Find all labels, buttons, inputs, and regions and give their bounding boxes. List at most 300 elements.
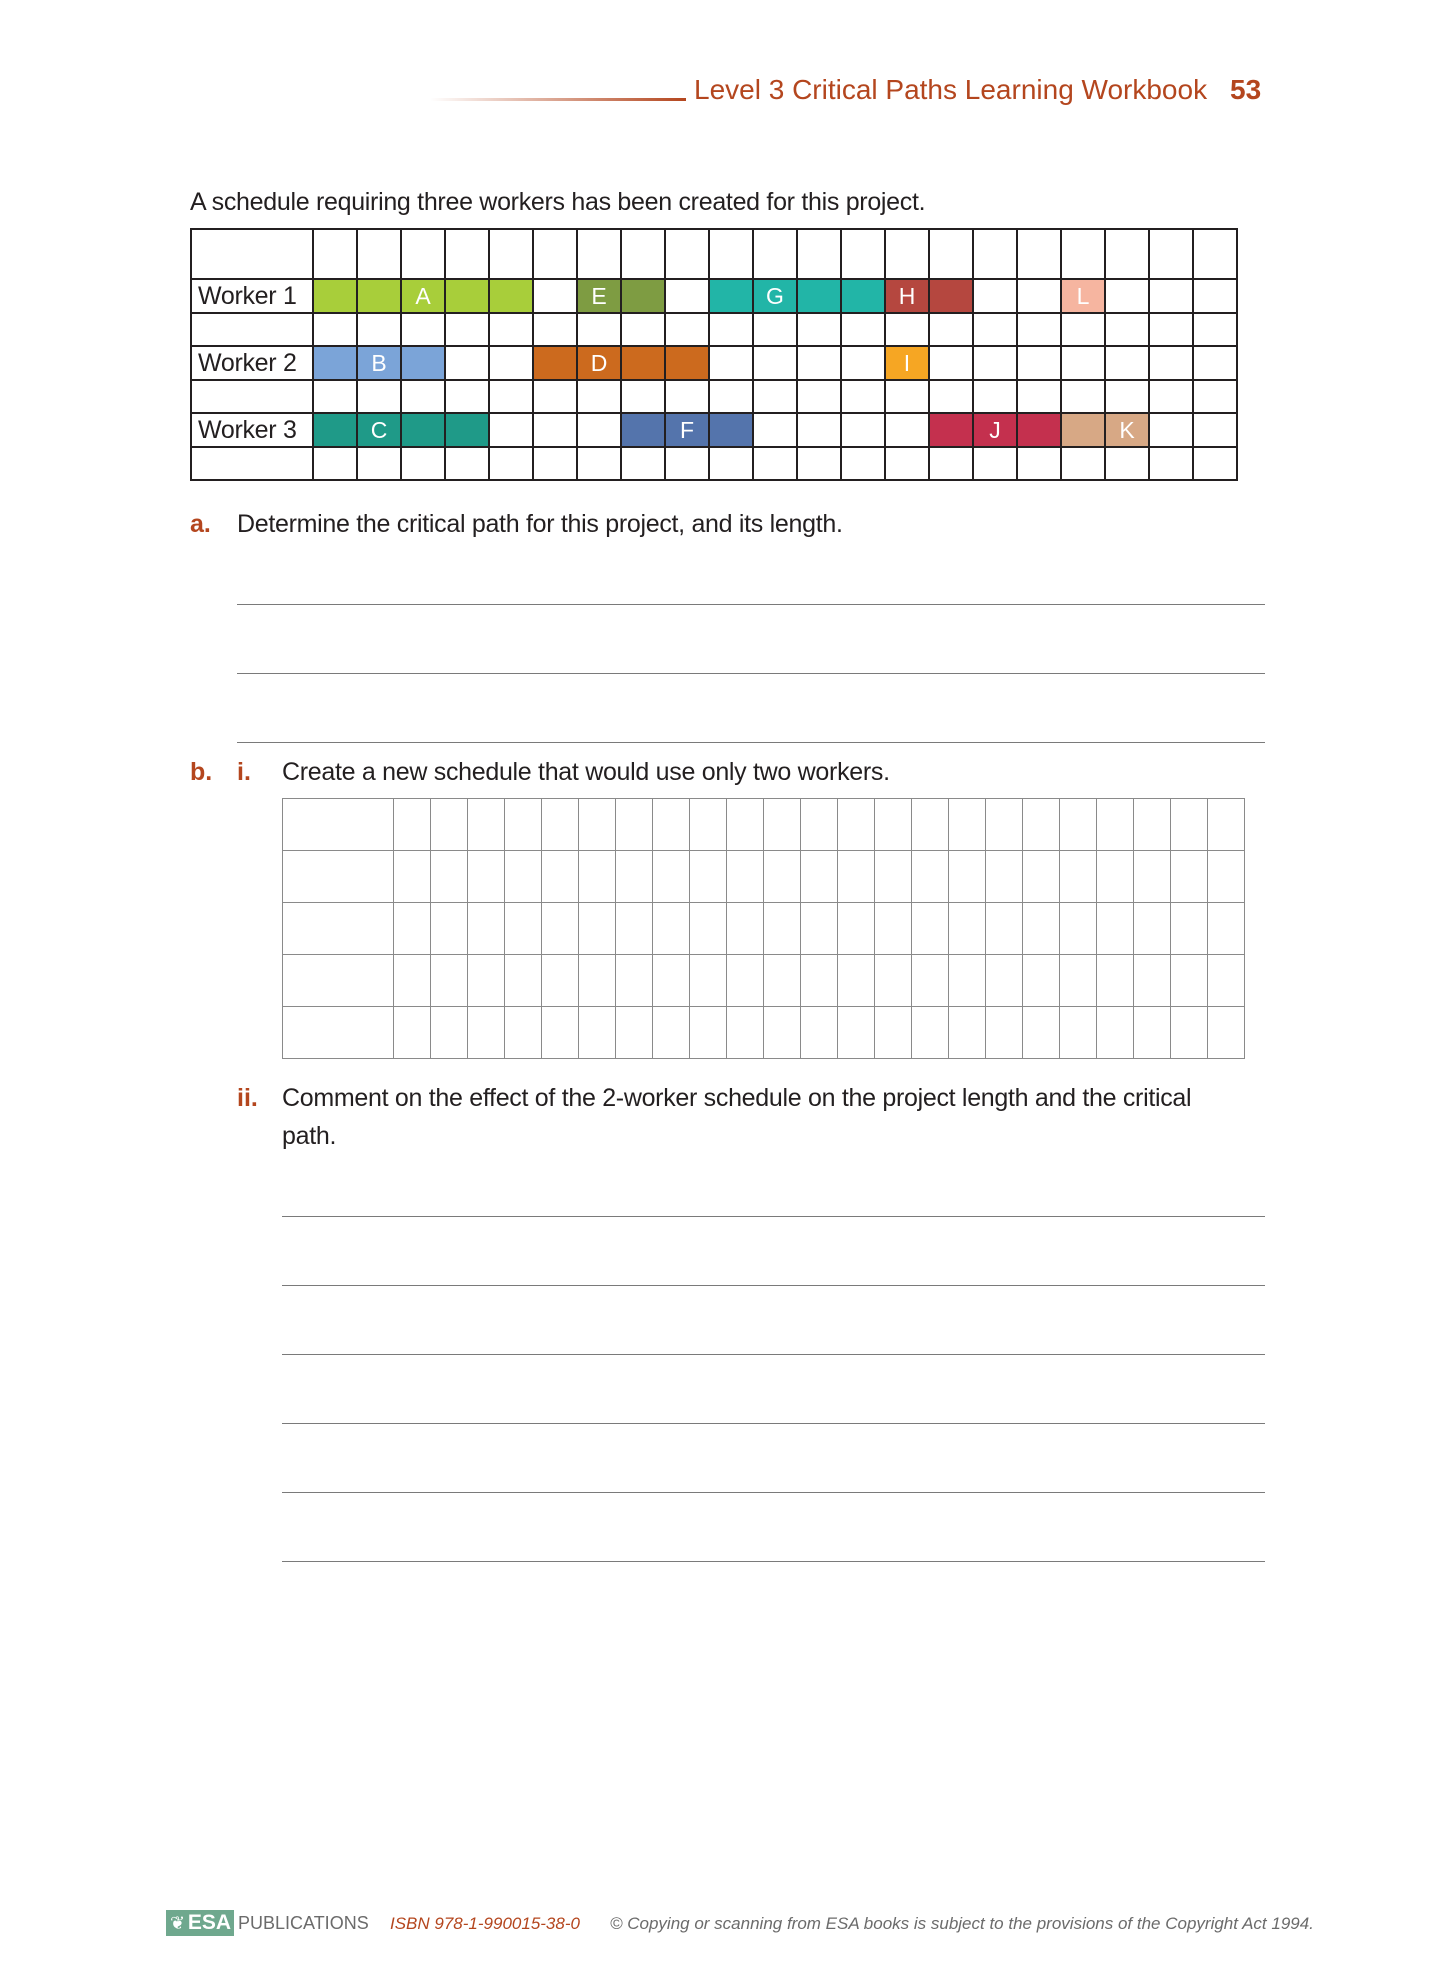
grid-cell (1193, 229, 1237, 279)
empty-grid-cell[interactable] (505, 1007, 542, 1059)
empty-grid-cell[interactable] (1023, 851, 1060, 903)
grid-cell (621, 229, 665, 279)
empty-grid-row (283, 955, 1245, 1007)
grid-cell (1017, 380, 1061, 413)
grid-cell (973, 447, 1017, 480)
grid-cell (709, 447, 753, 480)
empty-grid-cell[interactable] (1097, 903, 1134, 955)
empty-grid-cell[interactable] (1171, 851, 1208, 903)
empty-grid-cell[interactable] (468, 851, 505, 903)
answer-line[interactable] (282, 1216, 1265, 1217)
empty-grid-cell[interactable] (1023, 799, 1060, 851)
empty-grid-cell[interactable] (875, 799, 912, 851)
empty-grid-cell[interactable] (1134, 851, 1171, 903)
empty-grid-cell[interactable] (1208, 851, 1245, 903)
grid-cell (973, 313, 1017, 346)
task-cell (313, 346, 357, 380)
grid-cell (665, 313, 709, 346)
question-b-letter: b. (190, 758, 213, 786)
empty-grid-cell[interactable] (801, 851, 838, 903)
empty-grid-cell[interactable] (394, 1007, 431, 1059)
task-cell: G (753, 279, 797, 313)
header-row (191, 229, 1237, 279)
empty-grid-cell[interactable] (542, 851, 579, 903)
task-cell (709, 413, 753, 447)
grid-cell (709, 229, 753, 279)
answer-line[interactable] (282, 1561, 1265, 1562)
grid-cell (1061, 313, 1105, 346)
empty-grid-cell[interactable] (653, 851, 690, 903)
task-cell: C (357, 413, 401, 447)
empty-grid-cell[interactable] (468, 903, 505, 955)
empty-grid-cell[interactable] (690, 955, 727, 1007)
empty-grid-cell[interactable] (616, 851, 653, 903)
task-cell (709, 279, 753, 313)
empty-grid-cell[interactable] (690, 903, 727, 955)
grid-cell (973, 380, 1017, 413)
empty-grid-cell[interactable] (1023, 1007, 1060, 1059)
empty-grid-cell[interactable] (394, 799, 431, 851)
empty-grid-cell[interactable] (949, 799, 986, 851)
task-cell (357, 279, 401, 313)
empty-grid-cell[interactable] (653, 1007, 690, 1059)
empty-grid-cell[interactable] (690, 1007, 727, 1059)
empty-grid-cell[interactable] (764, 955, 801, 1007)
task-cell (401, 346, 445, 380)
task-cell (445, 413, 489, 447)
empty-grid-cell[interactable] (986, 851, 1023, 903)
question-b-part-i-text: Create a new schedule that would use only two workers. (282, 758, 890, 786)
grid-cell (1105, 229, 1149, 279)
grid-cell (313, 447, 357, 480)
empty-grid-cell[interactable] (468, 1007, 505, 1059)
empty-grid-cell[interactable] (431, 955, 468, 1007)
empty-grid-cell[interactable] (838, 1007, 875, 1059)
empty-grid-cell[interactable] (394, 851, 431, 903)
task-cell (929, 413, 973, 447)
grid-cell (577, 413, 621, 447)
grid-cell (1149, 447, 1193, 480)
worker-label: Worker 2 (191, 346, 313, 380)
empty-grid-cell[interactable] (283, 955, 394, 1007)
question-a-letter: a. (190, 510, 211, 538)
grid-cell (533, 447, 577, 480)
empty-grid-cell[interactable] (764, 851, 801, 903)
task-cell: H (885, 279, 929, 313)
empty-grid-cell[interactable] (505, 799, 542, 851)
grid-cell (1017, 447, 1061, 480)
grid-cell (401, 380, 445, 413)
answer-line[interactable] (237, 742, 1265, 743)
question-a-text: Determine the critical path for this project, and its length. (237, 510, 843, 538)
question-b-part-ii-text-line2: path. (282, 1122, 337, 1150)
task-cell: K (1105, 413, 1149, 447)
empty-grid-cell[interactable] (542, 955, 579, 1007)
empty-grid-cell[interactable] (283, 799, 394, 851)
grid-cell (885, 229, 929, 279)
grid-cell (797, 229, 841, 279)
empty-grid-cell[interactable] (431, 1007, 468, 1059)
empty-grid-cell[interactable] (912, 851, 949, 903)
empty-grid-cell[interactable] (1171, 903, 1208, 955)
empty-grid-cell[interactable] (1134, 1007, 1171, 1059)
empty-grid-cell[interactable] (468, 955, 505, 1007)
grid-cell (929, 313, 973, 346)
empty-grid-cell[interactable] (1171, 955, 1208, 1007)
grid-cell (753, 229, 797, 279)
answer-line[interactable] (282, 1285, 1265, 1286)
empty-grid-cell[interactable] (912, 903, 949, 955)
task-cell (797, 279, 841, 313)
task-cell: I (885, 346, 929, 380)
task-cell (1017, 413, 1061, 447)
task-cell (665, 346, 709, 380)
isbn-text: ISBN 978-1-990015-38-0 (390, 1914, 580, 1933)
grid-cell (797, 346, 841, 380)
grid-cell (665, 447, 709, 480)
empty-grid-cell[interactable] (764, 799, 801, 851)
empty-grid-cell[interactable] (912, 1007, 949, 1059)
empty-grid-cell[interactable] (1023, 903, 1060, 955)
empty-grid-cell[interactable] (727, 903, 764, 955)
empty-grid-cell[interactable] (875, 1007, 912, 1059)
grid-cell (489, 447, 533, 480)
empty-grid-cell[interactable] (616, 955, 653, 1007)
header-rule (430, 98, 686, 101)
empty-grid-cell[interactable] (579, 955, 616, 1007)
empty-grid-cell[interactable] (1097, 1007, 1134, 1059)
grid-cell (401, 313, 445, 346)
grid-cell (709, 380, 753, 413)
grid-cell (1149, 279, 1193, 313)
empty-grid-cell[interactable] (431, 903, 468, 955)
empty-grid-cell[interactable] (727, 1007, 764, 1059)
grid-cell (489, 313, 533, 346)
copyright-notice: © Copying or scanning from ESA books is subject to the provisions of the Copyright Act 1994. (610, 1914, 1314, 1933)
grid-cell (1193, 413, 1237, 447)
empty-grid-cell[interactable] (616, 799, 653, 851)
spacer-row (191, 447, 1237, 480)
answer-line[interactable] (237, 673, 1265, 674)
empty-grid-cell[interactable] (838, 903, 875, 955)
grid-cell (797, 413, 841, 447)
grid-cell (357, 447, 401, 480)
task-cell (489, 279, 533, 313)
task-cell: L (1061, 279, 1105, 313)
grid-cell (1061, 447, 1105, 480)
empty-grid-cell[interactable] (283, 903, 394, 955)
grid-cell (445, 229, 489, 279)
grid-cell (1105, 380, 1149, 413)
empty-grid-cell[interactable] (1134, 955, 1171, 1007)
empty-grid-cell[interactable] (912, 955, 949, 1007)
worker-label: Worker 1 (191, 279, 313, 313)
three-worker-schedule-grid (190, 228, 1238, 481)
empty-grid-cell[interactable] (394, 955, 431, 1007)
grid-cell (445, 380, 489, 413)
grid-cell (1105, 313, 1149, 346)
grid-cell (665, 229, 709, 279)
grid-cell (533, 313, 577, 346)
empty-grid-cell[interactable] (986, 955, 1023, 1007)
empty-grid-cell[interactable] (1134, 903, 1171, 955)
task-cell: F (665, 413, 709, 447)
grid-cell (797, 447, 841, 480)
empty-grid-cell[interactable] (1097, 799, 1134, 851)
empty-grid-cell[interactable] (394, 903, 431, 955)
row-label-cell (191, 313, 313, 346)
task-cell (401, 413, 445, 447)
empty-grid-cell[interactable] (1208, 1007, 1245, 1059)
grid-cell (533, 413, 577, 447)
grid-cell (753, 346, 797, 380)
grid-cell (401, 447, 445, 480)
grid-cell (1149, 313, 1193, 346)
row-label-cell (191, 380, 313, 413)
empty-grid-cell[interactable] (1097, 955, 1134, 1007)
task-cell: D (577, 346, 621, 380)
empty-grid-cell[interactable] (912, 799, 949, 851)
grid-cell (1017, 229, 1061, 279)
empty-grid-cell[interactable] (764, 1007, 801, 1059)
grid-cell (841, 346, 885, 380)
grid-cell (1105, 447, 1149, 480)
grid-cell (445, 313, 489, 346)
worker-row (191, 279, 1237, 313)
task-cell (841, 279, 885, 313)
grid-cell (797, 380, 841, 413)
grid-cell (929, 346, 973, 380)
grid-cell (1193, 346, 1237, 380)
grid-cell (533, 279, 577, 313)
empty-grid-cell[interactable] (1208, 799, 1245, 851)
row-label-cell (191, 229, 313, 279)
empty-grid-cell[interactable] (542, 799, 579, 851)
grid-cell (885, 313, 929, 346)
grid-cell (1193, 447, 1237, 480)
grid-cell (577, 447, 621, 480)
grid-cell (1193, 313, 1237, 346)
empty-grid-cell[interactable] (1097, 851, 1134, 903)
grid-cell (753, 313, 797, 346)
empty-grid-cell[interactable] (727, 799, 764, 851)
empty-grid-cell[interactable] (801, 799, 838, 851)
grid-cell (1061, 346, 1105, 380)
grid-cell (1017, 346, 1061, 380)
empty-grid-cell[interactable] (505, 903, 542, 955)
empty-grid-cell[interactable] (653, 955, 690, 1007)
grid-cell (489, 229, 533, 279)
empty-grid-cell[interactable] (1023, 955, 1060, 1007)
empty-grid-row (283, 851, 1245, 903)
empty-grid-cell[interactable] (838, 851, 875, 903)
grid-cell (445, 447, 489, 480)
page-number: 53 (1230, 74, 1262, 105)
empty-grid-cell[interactable] (431, 851, 468, 903)
empty-grid-cell[interactable] (949, 1007, 986, 1059)
empty-grid-cell[interactable] (616, 1007, 653, 1059)
grid-cell (621, 380, 665, 413)
grid-cell (973, 346, 1017, 380)
grid-cell (445, 346, 489, 380)
grid-cell (357, 380, 401, 413)
empty-grid-cell[interactable] (986, 1007, 1023, 1059)
question-b-part-i-label: i. (237, 758, 251, 786)
task-cell (929, 279, 973, 313)
grid-cell (665, 279, 709, 313)
grid-cell (577, 229, 621, 279)
empty-grid-cell[interactable] (949, 903, 986, 955)
grid-cell (929, 380, 973, 413)
empty-grid-cell[interactable] (579, 903, 616, 955)
empty-grid-cell[interactable] (1208, 903, 1245, 955)
two-worker-schedule-grid[interactable] (282, 798, 1245, 1059)
grid-cell (313, 313, 357, 346)
grid-cell (1105, 279, 1149, 313)
grid-cell (1017, 279, 1061, 313)
empty-grid-cell[interactable] (764, 903, 801, 955)
running-header-title: Level 3 Critical Paths Learning Workbook (694, 74, 1208, 105)
empty-grid-row (283, 799, 1245, 851)
empty-grid-cell[interactable] (1060, 851, 1097, 903)
grid-cell (841, 413, 885, 447)
spacer-row (191, 380, 1237, 413)
empty-grid-cell[interactable] (579, 1007, 616, 1059)
answer-line[interactable] (282, 1423, 1265, 1424)
empty-grid-cell[interactable] (1060, 955, 1097, 1007)
grid-cell (577, 380, 621, 413)
empty-grid-cell[interactable] (727, 851, 764, 903)
grid-cell (357, 229, 401, 279)
empty-grid-cell[interactable] (653, 799, 690, 851)
empty-grid-cell[interactable] (1171, 1007, 1208, 1059)
grid-cell (313, 380, 357, 413)
empty-grid-cell[interactable] (801, 1007, 838, 1059)
empty-grid-cell[interactable] (690, 851, 727, 903)
empty-grid-cell[interactable] (542, 1007, 579, 1059)
empty-grid-cell[interactable] (690, 799, 727, 851)
publisher-name: PUBLICATIONS (238, 1913, 369, 1933)
grid-cell (1017, 313, 1061, 346)
grid-cell (841, 229, 885, 279)
empty-grid-cell[interactable] (653, 903, 690, 955)
grid-cell (753, 447, 797, 480)
grid-cell (1149, 413, 1193, 447)
grid-cell (489, 413, 533, 447)
grid-cell (1193, 279, 1237, 313)
empty-grid-cell[interactable] (1060, 903, 1097, 955)
grid-cell (709, 313, 753, 346)
empty-grid-cell[interactable] (505, 955, 542, 1007)
grid-cell (533, 380, 577, 413)
empty-grid-cell[interactable] (542, 903, 579, 955)
grid-cell (929, 447, 973, 480)
grid-cell (357, 313, 401, 346)
question-b-part-ii-text-line1: Comment on the effect of the 2-worker schedule on the project length and the critical (282, 1084, 1192, 1112)
empty-grid-cell[interactable] (283, 1007, 394, 1059)
grid-cell (885, 413, 929, 447)
task-cell (621, 346, 665, 380)
empty-grid-cell[interactable] (875, 903, 912, 955)
empty-grid-cell[interactable] (801, 955, 838, 1007)
grid-cell (577, 313, 621, 346)
empty-grid-row (283, 1007, 1245, 1059)
empty-grid-cell[interactable] (801, 903, 838, 955)
task-cell: E (577, 279, 621, 313)
empty-grid-cell[interactable] (431, 799, 468, 851)
grid-cell (1149, 346, 1193, 380)
intro-text: A schedule requiring three workers has been created for this project. (190, 188, 926, 216)
grid-cell (709, 346, 753, 380)
grid-cell (1105, 346, 1149, 380)
grid-cell (753, 380, 797, 413)
task-cell: B (357, 346, 401, 380)
grid-cell (929, 229, 973, 279)
empty-grid-cell[interactable] (1171, 799, 1208, 851)
question-b-part-ii-label: ii. (237, 1084, 258, 1112)
empty-grid-cell[interactable] (1134, 799, 1171, 851)
answer-line[interactable] (282, 1492, 1265, 1493)
empty-grid-cell[interactable] (468, 799, 505, 851)
empty-grid-row (283, 903, 1245, 955)
empty-grid-cell[interactable] (875, 851, 912, 903)
empty-grid-cell[interactable] (949, 851, 986, 903)
empty-grid-cell[interactable] (986, 799, 1023, 851)
task-cell (621, 413, 665, 447)
empty-grid-cell[interactable] (1060, 799, 1097, 851)
grid-cell (1149, 380, 1193, 413)
grid-cell (973, 229, 1017, 279)
empty-grid-cell[interactable] (1060, 1007, 1097, 1059)
empty-grid-cell[interactable] (579, 799, 616, 851)
empty-grid-cell[interactable] (838, 799, 875, 851)
task-cell (533, 346, 577, 380)
empty-grid-cell[interactable] (838, 955, 875, 1007)
answer-line[interactable] (282, 1354, 1265, 1355)
grid-cell (533, 229, 577, 279)
empty-grid-cell[interactable] (949, 955, 986, 1007)
grid-cell (973, 279, 1017, 313)
grid-cell (489, 380, 533, 413)
grid-cell (885, 447, 929, 480)
grid-cell (489, 346, 533, 380)
grid-cell (885, 380, 929, 413)
grid-cell (797, 313, 841, 346)
esa-logo-text: ESA (187, 1911, 231, 1934)
empty-grid-cell[interactable] (283, 851, 394, 903)
grid-cell (401, 229, 445, 279)
row-label-cell (191, 447, 313, 480)
task-cell: A (401, 279, 445, 313)
empty-grid-cell[interactable] (505, 851, 542, 903)
task-cell (1061, 413, 1105, 447)
empty-grid-cell[interactable] (1208, 955, 1245, 1007)
grid-cell (841, 380, 885, 413)
empty-grid-cell[interactable] (727, 955, 764, 1007)
answer-line[interactable] (237, 604, 1265, 605)
esa-logo (166, 1910, 234, 1936)
grid-cell (1061, 229, 1105, 279)
grid-cell (665, 380, 709, 413)
empty-grid-cell[interactable] (875, 955, 912, 1007)
worker-label: Worker 3 (191, 413, 313, 447)
grid-cell (1061, 380, 1105, 413)
grid-cell (1149, 229, 1193, 279)
empty-grid-cell[interactable] (616, 903, 653, 955)
empty-grid-cell[interactable] (986, 903, 1023, 955)
empty-grid-cell[interactable] (579, 851, 616, 903)
grid-cell (621, 313, 665, 346)
